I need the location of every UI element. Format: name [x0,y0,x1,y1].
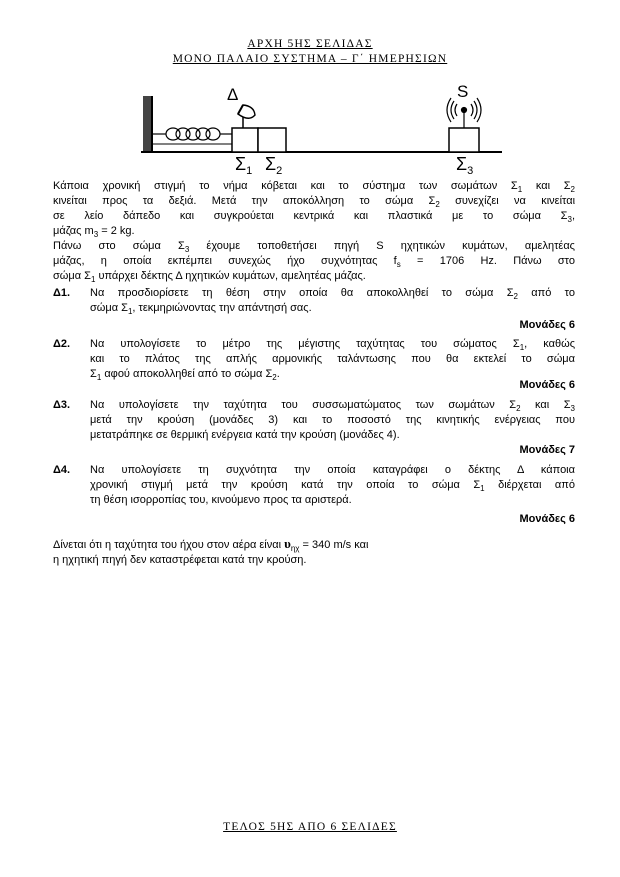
page-header-line-1: ΑΡΧΗ 5ΗΣ ΣΕΛΙΔΑΣ [247,38,373,50]
receiver-label: Δ [227,85,239,104]
marks-label: Μονάδες 6 [519,379,575,391]
question-d2-text: Να υπολογίσετε το μέτρο της μέγιστης ταχύτητας του σώματος $\Sigma_1$, καθώς και το πλάτος της απλής αρμονικής ταλάντωσης που θα εκτελεί το σώμα $\Sigma_1$ αφού αποκολληθεί από το σώμα $\Sigma_2$. [90,338,575,383]
marks-label: Μονάδες 7 [519,444,575,456]
sound-source-icon [447,98,481,128]
body-sigma-3 [449,128,479,152]
question-number: Δ3. [53,399,71,411]
receiver-dish-icon [238,105,255,128]
source-label: S [457,84,469,101]
question-d4-text: Να υπολογίσετε τη συχνότητα την οποία καταγράφει ο δέκτης Δ κάποια χρονική στιγμή μετά την κρούση κατά την οποία το σώμα $\Sigma_1$ διέρχεται από τη θέση ισορροπίας του, κινούμενο προς τα αριστερά. [90,464,575,506]
intro-paragraph: Κάποια χρονική στιγμή το νήμα κόβεται και το σύστημα των σωμάτων $\Sigma_1$ και $\Sigma_2$ κινείται προς τα δεξιά. Μετά την αποκόλληση το σώμα $\Sigma_2$ συνεχίζει να κινείται σε λείο δάπεδο και συγκρούεται κεντρικά και πλαστικά με το σώμα $\Sigma_3$, μάζας $m_3 = 2$ kg. Πάνω στο σώμα $\Sigma_3$ έχουμε τοποθετήσει πηγή S ηχητικών κυμάτων, αμελητέας μάζας, η οποία εκπέμπει συνεχώς ήχο συχνότητας $f_s = 1706$ Hz. Πάνω στο σώμα $\Sigma_1$ υπάρχει δέκτης Δ ηχητικών κυμάτων, αμελητέας μάζας. [53,180,576,285]
question-number: Δ2. [53,338,71,350]
question-number: Δ4. [53,464,71,476]
page-header-line-2: ΜΟΝΟ ΠΑΛΑΙΟ ΣΥΣΤΗΜΑ – Γ΄ ΗΜΕΡΗΣΙΩΝ [172,53,448,65]
question-number: Δ1. [53,287,71,299]
physics-figure [0,84,620,174]
body-sigma-1 [232,128,258,152]
body-2-label: $\Sigma_2$ [265,154,283,174]
spring [153,128,232,140]
body-sigma-2 [258,128,286,152]
question-d1-text: Να προσδιορίσετε τη θέση στην οποία θα αποκολληθεί το σώμα $\Sigma_2$ από το σώμα $\Sigma_1$, τεκμηριώνοντας την απάντησή σας. [90,287,575,317]
body-3-label: $\Sigma_3$ [456,154,474,174]
body-1-label: $\Sigma_1$ [235,154,253,174]
question-d3-text: Να υπολογίσετε την ταχύτητα του συσσωματώματος των σωμάτων $\Sigma_2$ και $\Sigma_3$ μετά την κρούση (μονάδες 3) και το ποσοστό της κινητικής ενέργειας που μετατράπηκε σε θερμική ενέργεια κατά την κρούση (μονάδες 4). [90,399,575,441]
marks-label: Μονάδες 6 [519,513,575,525]
page-footer: ΤΕΛΟΣ 5ΗΣ ΑΠΟ 6 ΣΕΛΙΔΕΣ [223,821,397,833]
wall [143,96,153,152]
marks-label: Μονάδες 6 [519,319,575,331]
given-data-paragraph: Δίνεται ότι η ταχύτητα του ήχου στον αέρα είναι $\upsilon_{\eta\chi} = 340$ m/s και η ηχητική πηγή δεν καταστρέφεται κατά την κρούση. [53,536,369,566]
